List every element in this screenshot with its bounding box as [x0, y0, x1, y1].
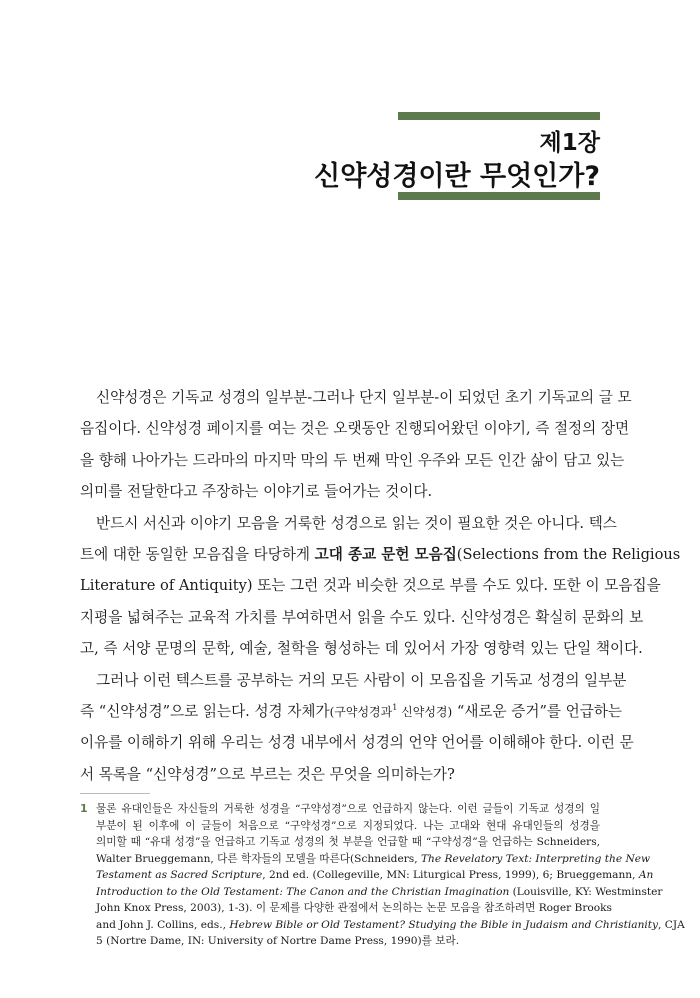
chapter-title: 신약성경이란 무엇인가? [314, 161, 600, 192]
footnote-ref[interactable]: 1 [392, 703, 398, 713]
paragraph-2-line: 지평을 넓혀주는 교육적 가치를 부여하면서 읽을 수도 있다. 신약성경은 확실히 문화의 보 [80, 608, 644, 626]
italic-title: Introduction to the Old Testament: The Canon and the Christian Imagination [96, 885, 510, 898]
footnote-line: 의미할 때 “유대 성경”을 언급하고 기독교 성경의 첫 부분을 언급할 때 “구약성경”을 언급하는 Schneiders, [96, 836, 600, 848]
paragraph-3-line: 이유를 이해하기 위해 우리는 성경 내부에서 성경의 언약 언어를 이해해야 한다. 이런 문 [80, 734, 634, 752]
paragraph-2-line: 고, 즉 서양 문명의 문학, 예술, 철학을 형성하는 데 있어서 가장 영향력 있는 단일 책이다. [80, 640, 643, 658]
text-run: Walter Brueggemann, 다른 학자들의 모델을 따른다(Schneiders, [96, 852, 421, 865]
paragraph-1-line: 음집이다. 신약성경 페이지를 여는 것은 오랫동안 진행되어왔던 이야기, 즉 절정의 장면 [80, 420, 630, 438]
text-run: 즉 “신약성경”으로 읽는다. 성경 자체가 [80, 702, 330, 720]
footnote-line: 5 (Nortre Dame, IN: University of Nortre Dame Press, 1990)를 보라. [96, 935, 460, 947]
paragraph-1-line: 을 향해 나아가는 드라마의 마지막 막의 두 번째 막인 우주와 모든 인간 삶이 담고 있는 [80, 451, 625, 469]
footnote-line: 부분이 된 이후에 이 글들이 처음으로 “구약성경”으로 지정되었다. 나는 고대와 현대 유대인들의 성경을 [96, 819, 600, 832]
bold-term: 고대 종교 문헌 모음집 [314, 545, 457, 563]
text-run: , CJA [658, 918, 685, 931]
footnote-divider [80, 793, 150, 794]
text-run: , 2nd ed. (Collegeville, MN: Liturgical Press, 1999), 6; Brueggemann, [262, 869, 639, 881]
body-text [80, 382, 681, 790]
italic-title: The Revelatory Text: Interpreting the New [420, 852, 651, 865]
footnote-line [80, 867, 654, 884]
footnote-line [80, 884, 663, 901]
text-run-small: (구약성경과 [329, 704, 393, 719]
paragraph-2-line [80, 539, 681, 570]
paragraph-2-line: Literature of Antiquity) 또는 그런 것과 비슷한 것으로 부를 수도 있다. 또한 이 모음집을 [80, 577, 661, 595]
footnote [80, 801, 685, 950]
chapter-bottom-rule [398, 192, 600, 200]
text-run-small: 신약성경) [397, 704, 453, 719]
text-run: 트에 대한 동일한 모음집을 타당하게 [80, 545, 315, 563]
italic-title: An [638, 869, 654, 881]
paragraph-3-line: 서 목록을 “신약성경”으로 부르는 것은 무엇을 의미하는가? [80, 765, 455, 783]
paragraph-2-line: 반드시 서신과 이야기 모음을 거룩한 성경으로 읽는 것이 필요한 것은 아니다. 텍스 [96, 514, 617, 532]
text-run: “새로운 증거”를 언급하는 [452, 702, 623, 720]
paragraph-3-line: 그러나 이런 텍스트를 공부하는 거의 모든 사람이 이 모음집을 기독교 성경의 일부분 [96, 671, 627, 689]
footnote-line: John Knox Press, 2003), 1-3). 이 문제를 다양한 관점에서 논의하는 논문 모음을 참조하려면 Roger Brooks [96, 902, 612, 914]
footnote-line [80, 917, 685, 934]
text-run: (Louisville, KY: Westminster [509, 885, 663, 898]
footnote-number: 1 [80, 802, 88, 815]
footnote-line [80, 851, 651, 868]
italic-title: Hebrew Bible or Old Testament? Studying the Bible in Judaism and Christianity [229, 918, 659, 931]
paragraph-1-line: 신약성경은 기독교 성경의 일부분-그러나 단지 일부분-이 되었던 초기 기독교의 글 모 [96, 389, 632, 406]
italic-title: Testament as Sacred Scripture [96, 869, 263, 881]
paragraph-3-line [80, 696, 623, 727]
text-run: (Selections from the Religious [456, 545, 681, 563]
text-run: 물론 유대인들은 자신들의 거룩한 성경을 “구약성경”으로 언급하지 않는다. 이런 글들이 기독교 성경의 일 [96, 803, 600, 815]
chapter-top-rule [398, 112, 600, 120]
text-run: and John J. Collins, eds., [96, 918, 230, 931]
footnote-line [80, 801, 600, 818]
paragraph-1-line: 의미를 전달한다고 주장하는 이야기로 들어가는 것이다. [80, 483, 433, 501]
chapter-number: 제1장 [539, 130, 600, 156]
